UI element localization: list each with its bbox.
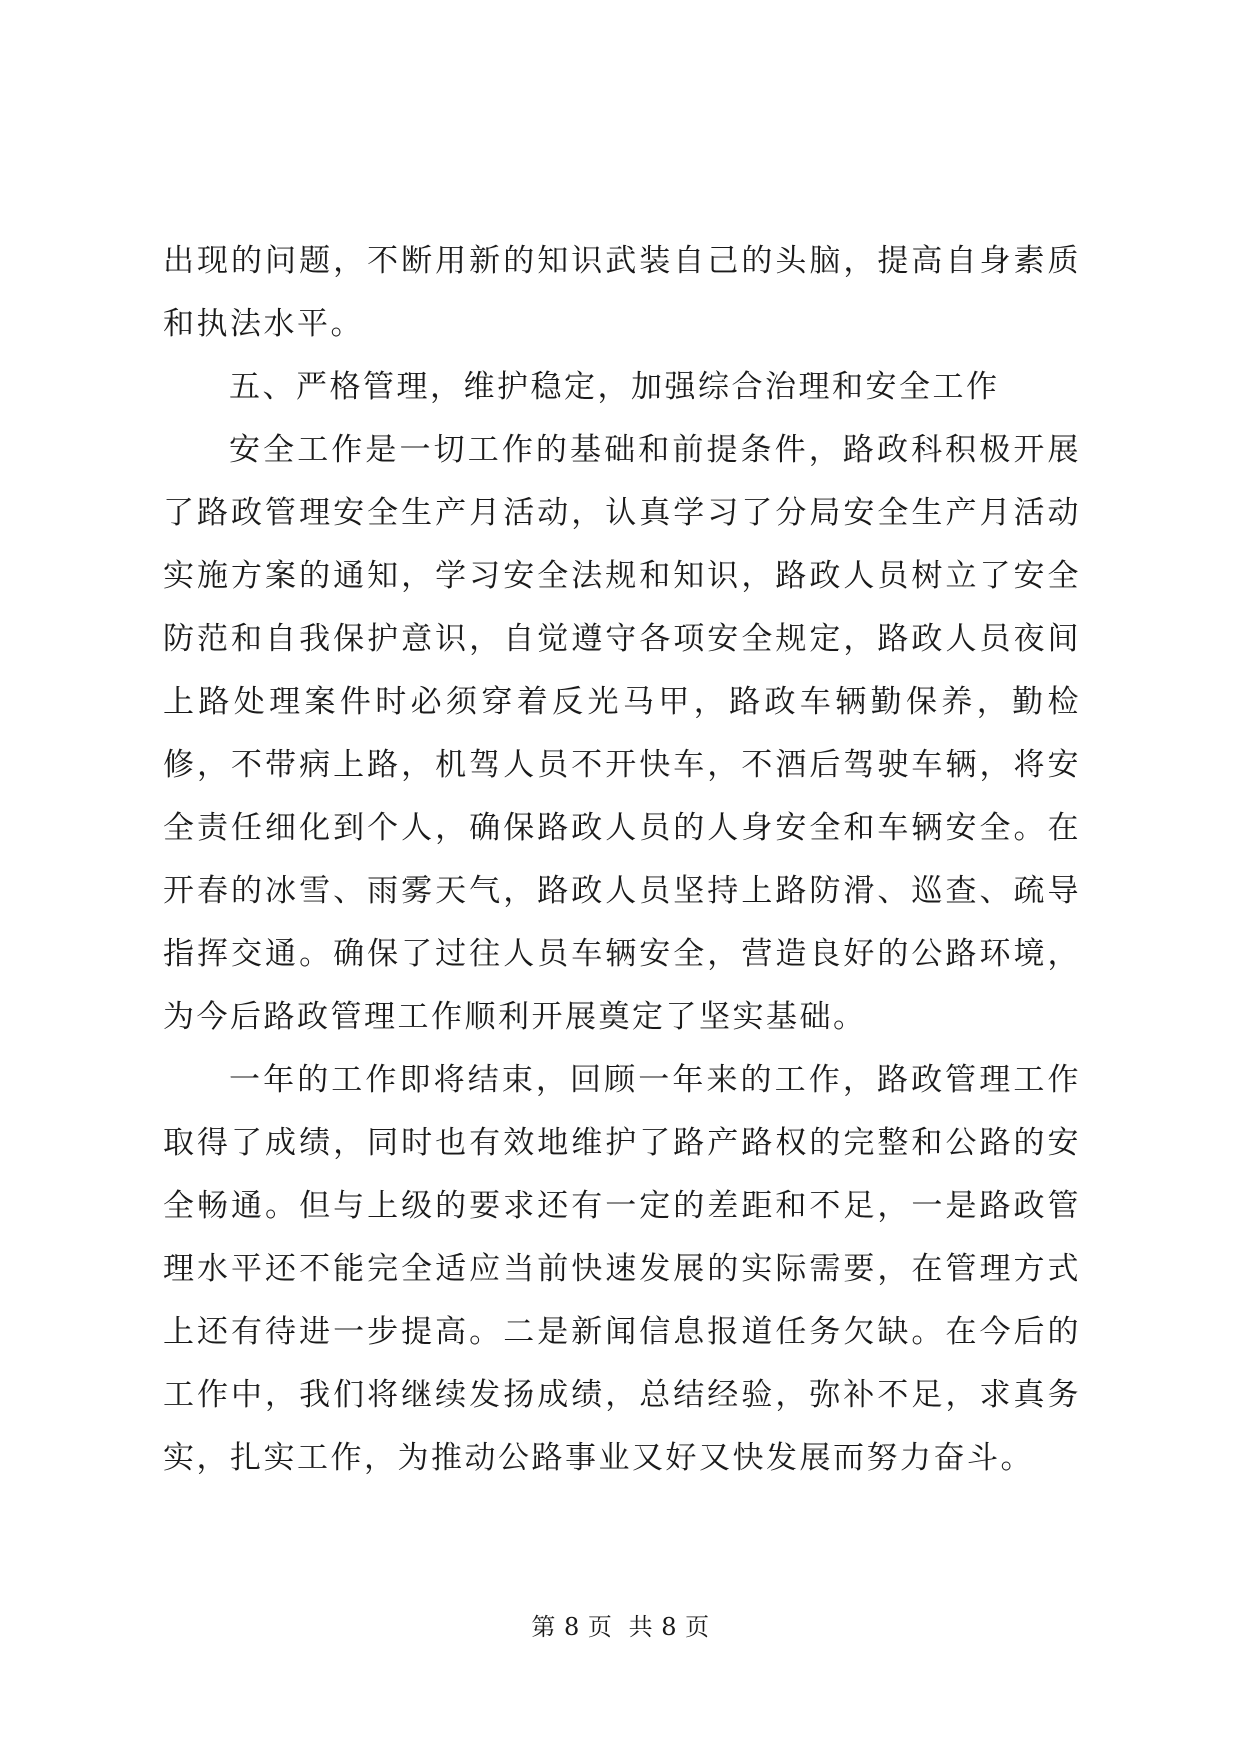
page-footer: [0, 1607, 1241, 1642]
paragraph-summary: 一年的工作即将结束，回顾一年来的工作，路政管理工作取得了成绩，同时也有效地维护了路产路权的完整和公路的安全畅通。但与上级的要求还有一定的差距和不足，一是路政管理水平还不能完全适应当前快速发展的实际需要，在管理方式上还有待进一步提高。二是新闻信息报道任务欠缺。在今后的工作中，我们将继续发扬成绩，总结经验，弥补不足，求真务实，扎实工作，为推动公路事业又好又快发展而努力奋斗。: [163, 1062, 1081, 1476]
page-number: 第 8 页: [531, 1613, 613, 1641]
paragraph-continuation: 出现的问题，不断用新的知识武装自己的头脑，提高自身素质和执法水平。: [163, 243, 1081, 342]
paragraph-safety-work: 安全工作是一切工作的基础和前提条件，路政科积极开展了路政管理安全生产月活动，认真学习了分局安全生产月活动实施方案的通知，学习安全法规和知识，路政人员树立了安全防范和自我保护意识，自觉遵守各项安全规定，路政人员夜间上路处理案件时必须穿着反光马甲，路政车辆勤保养，勤检修，不带病上路，机驾人员不开快车，不酒后驾驶车辆，将安全责任细化到个人，确保路政人员的人身安全和车辆安全。在开春的冰雪、雨雾天气，路政人员坚持上路防滑、巡查、疏导指挥交通。确保了过往人员车辆安全，营造良好的公路环境，为今后路政管理工作顺利开展奠定了坚实基础。: [163, 432, 1081, 1035]
document-body: [163, 230, 1081, 1490]
page-total: 共 8 页: [628, 1613, 710, 1641]
section-heading: 五、严格管理，维护稳定，加强综合治理和安全工作: [229, 369, 1000, 405]
